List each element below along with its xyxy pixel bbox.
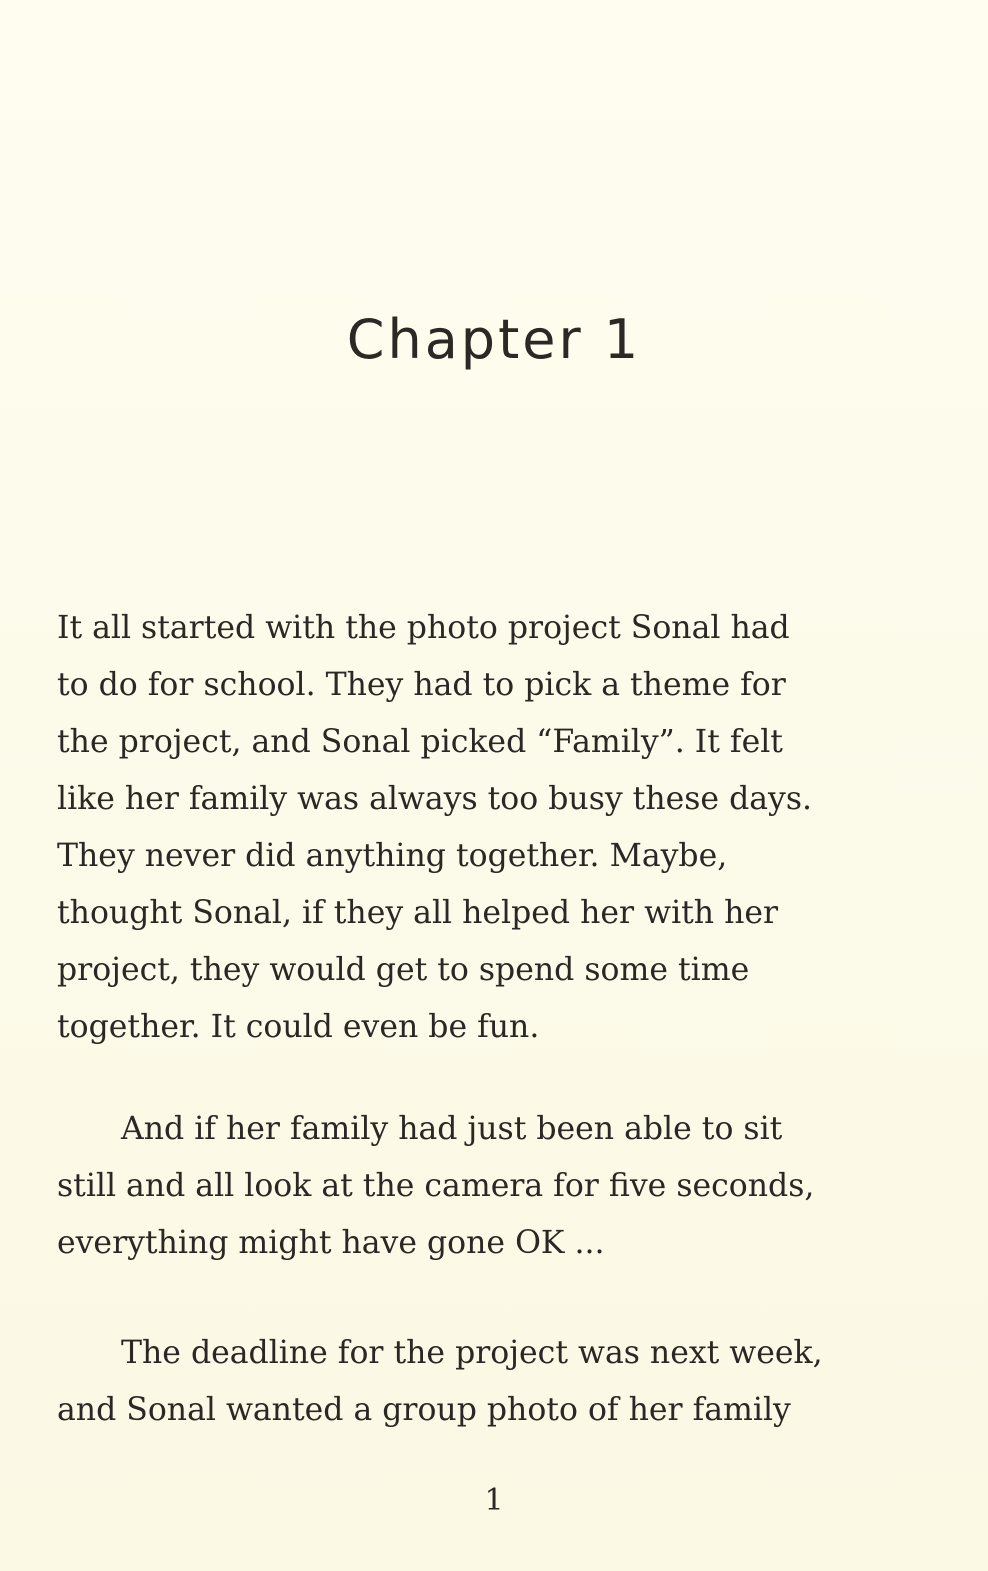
text-line: and Sonal wanted a group photo of her family — [57, 1392, 791, 1428]
text-line: thought Sonal, if they all helped her with her — [57, 895, 779, 931]
text-line: And if her family had just been able to sit — [121, 1111, 783, 1147]
paragraph-3 — [57, 1325, 907, 1439]
text-line: It all started with the photo project Sonal had — [57, 610, 790, 646]
paragraph-2 — [57, 1101, 907, 1272]
text-line: everything might have gone OK ... — [57, 1225, 605, 1261]
text-line: They never did anything together. Maybe, — [57, 838, 728, 874]
text-line: to do for school. They had to pick a theme for — [57, 667, 786, 703]
chapter-title: Chapter 1 — [346, 308, 642, 371]
text-line: The deadline for the project was next week, — [121, 1335, 823, 1371]
page-number: 1 — [484, 1483, 504, 1518]
text-line: together. It could even be fun. — [57, 1009, 540, 1045]
text-line: like her family was always too busy these days. — [57, 781, 813, 817]
text-line: project, they would get to spend some time — [57, 952, 750, 988]
text-line: still and all look at the camera for five seconds, — [57, 1168, 815, 1204]
paragraph-1 — [57, 600, 907, 1056]
text-line: the project, and Sonal picked “Family”. It felt — [57, 724, 783, 760]
